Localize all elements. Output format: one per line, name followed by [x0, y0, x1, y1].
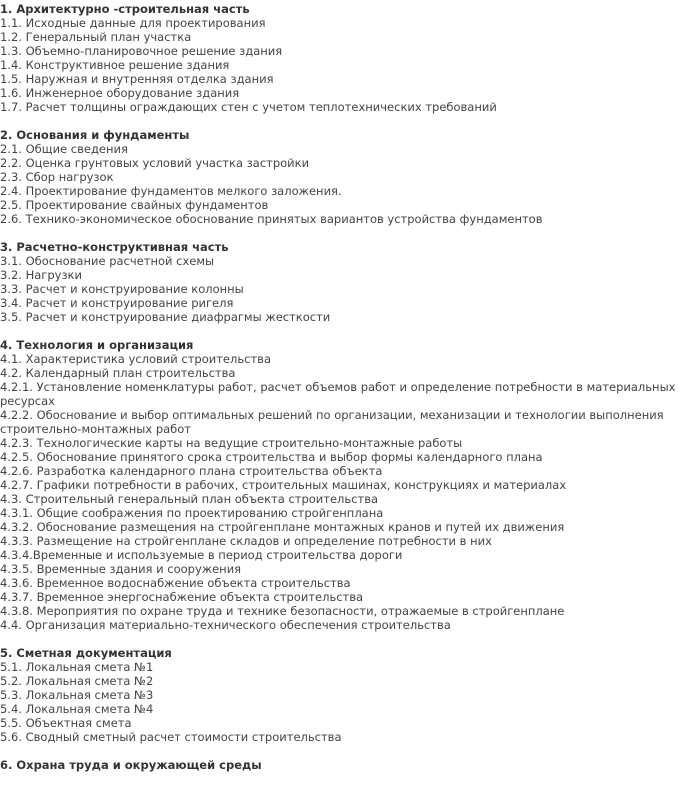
toc-item: 4.3.3. Размещение на стройгенплане складов и определение потребности в них: [0, 534, 492, 548]
toc-item: 4.2. Календарный план строительства: [0, 366, 236, 380]
toc-item: 4.4. Организация материально-технического обеспечения строительства: [0, 618, 451, 632]
toc-item: 5.5. Объектная смета: [0, 716, 132, 730]
toc-item: 4.2.7. Графики потребности в рабочих, строительных машинах, конструкциях и материалах: [0, 478, 567, 492]
toc-item: 1.6. Инженерное оборудование здания: [0, 86, 240, 100]
toc-item: 3.4. Расчет и конструирование ригеля: [0, 296, 234, 310]
toc-section: [0, 646, 700, 744]
toc-item: 2.6. Технико-экономическое обоснование принятых вариантов устройства фундаментов: [0, 212, 543, 226]
toc-item: 3.3. Расчет и конструирование колонны: [0, 282, 244, 296]
toc-item: 4.3.6. Временное водоснабжение объекта строительства: [0, 576, 351, 590]
toc-item: 4.3. Строительный генеральный план объекта строительства: [0, 492, 379, 506]
toc-item: 4.3.2. Обоснование размещения на стройгенплане монтажных кранов и путей их движения: [0, 520, 565, 534]
toc-item: 2.2. Оценка грунтовых условий участка застройки: [0, 156, 310, 170]
toc-item: 2.4. Проектирование фундаментов мелкого заложения.: [0, 184, 342, 198]
toc-item: 5.2. Локальная смета №2: [0, 674, 154, 688]
toc-section: [0, 338, 700, 632]
section-title: 2. Основания и фундаменты: [0, 128, 190, 142]
toc-item: 5.3. Локальная смета №3: [0, 688, 154, 702]
toc-item: 4.2.1. Установление номенклатуры работ, расчет объемов работ и определение потребности в материальных ресурсах: [0, 380, 676, 408]
toc-item: 4.3.8. Мероприятия по охране труда и технике безопасности, отражаемые в стройгенплане: [0, 604, 565, 618]
toc-item: 3.1. Обоснование расчетной схемы: [0, 254, 215, 268]
toc-item: 3.5. Расчет и конструирование диафрагмы жесткости: [0, 310, 331, 324]
toc-item: 4.3.5. Временные здания и сооружения: [0, 562, 242, 576]
toc-section: [0, 128, 700, 226]
toc-item: 1.7. Расчет толщины ограждающих стен с учетом теплотехнических требований: [0, 100, 497, 114]
toc-section: [0, 2, 700, 114]
toc-item: 4.2.3. Технологические карты на ведущие строительно-монтажные работы: [0, 436, 463, 450]
toc-item: 5.4. Локальная смета №4: [0, 702, 154, 716]
toc-item: 5.6. Сводный сметный расчет стоимости строительства: [0, 730, 342, 744]
toc-item: 1.5. Наружная и внутренняя отделка здания: [0, 72, 274, 86]
toc-item: 2.3. Сбор нагрузок: [0, 170, 114, 184]
toc-item: 4.2.6. Разработка календарного плана строительства объекта: [0, 464, 383, 478]
toc-item: 2.5. Проектирование свайных фундаментов: [0, 198, 269, 212]
toc-item: 4.2.5. Обоснование принятого срока строительства и выбор формы календарного плана: [0, 450, 543, 464]
toc-item: 4.1. Характеристика условий строительства: [0, 352, 271, 366]
toc-section: [0, 758, 700, 772]
toc-item: 1.2. Генеральный план участка: [0, 30, 192, 44]
section-title: 6. Охрана труда и окружающей среды: [0, 758, 262, 772]
toc-item: 4.2.2. Обоснование и выбор оптимальных решений по организации, механизации и технологии выполнения строительно-монтажных работ: [0, 408, 664, 436]
toc-item: 4.3.4.Временные и используемые в период строительства дороги: [0, 548, 403, 562]
toc-item: 5.1. Локальная смета №1: [0, 660, 154, 674]
section-title: 5. Сметная документация: [0, 646, 172, 660]
section-title: 4. Технология и организация: [0, 338, 194, 352]
toc-item: 4.3.1. Общие соображения по проектированию стройгенплана: [0, 506, 384, 520]
section-title: 3. Расчетно-конструктивная часть: [0, 240, 229, 254]
toc-item: 3.2. Нагрузки: [0, 268, 82, 282]
section-title: 1. Архитектурно -строительная часть: [0, 2, 250, 16]
toc-section: [0, 240, 700, 324]
toc-item: 1.4. Конструктивное решение здания: [0, 58, 230, 72]
toc-item: 4.3.7. Временное энергоснабжение объекта строительства: [0, 590, 364, 604]
toc-item: 1.3. Объемно-планировочное решение здания: [0, 44, 283, 58]
toc-item: 2.1. Общие сведения: [0, 142, 128, 156]
toc-item: 1.1. Исходные данные для проектирования: [0, 16, 266, 30]
